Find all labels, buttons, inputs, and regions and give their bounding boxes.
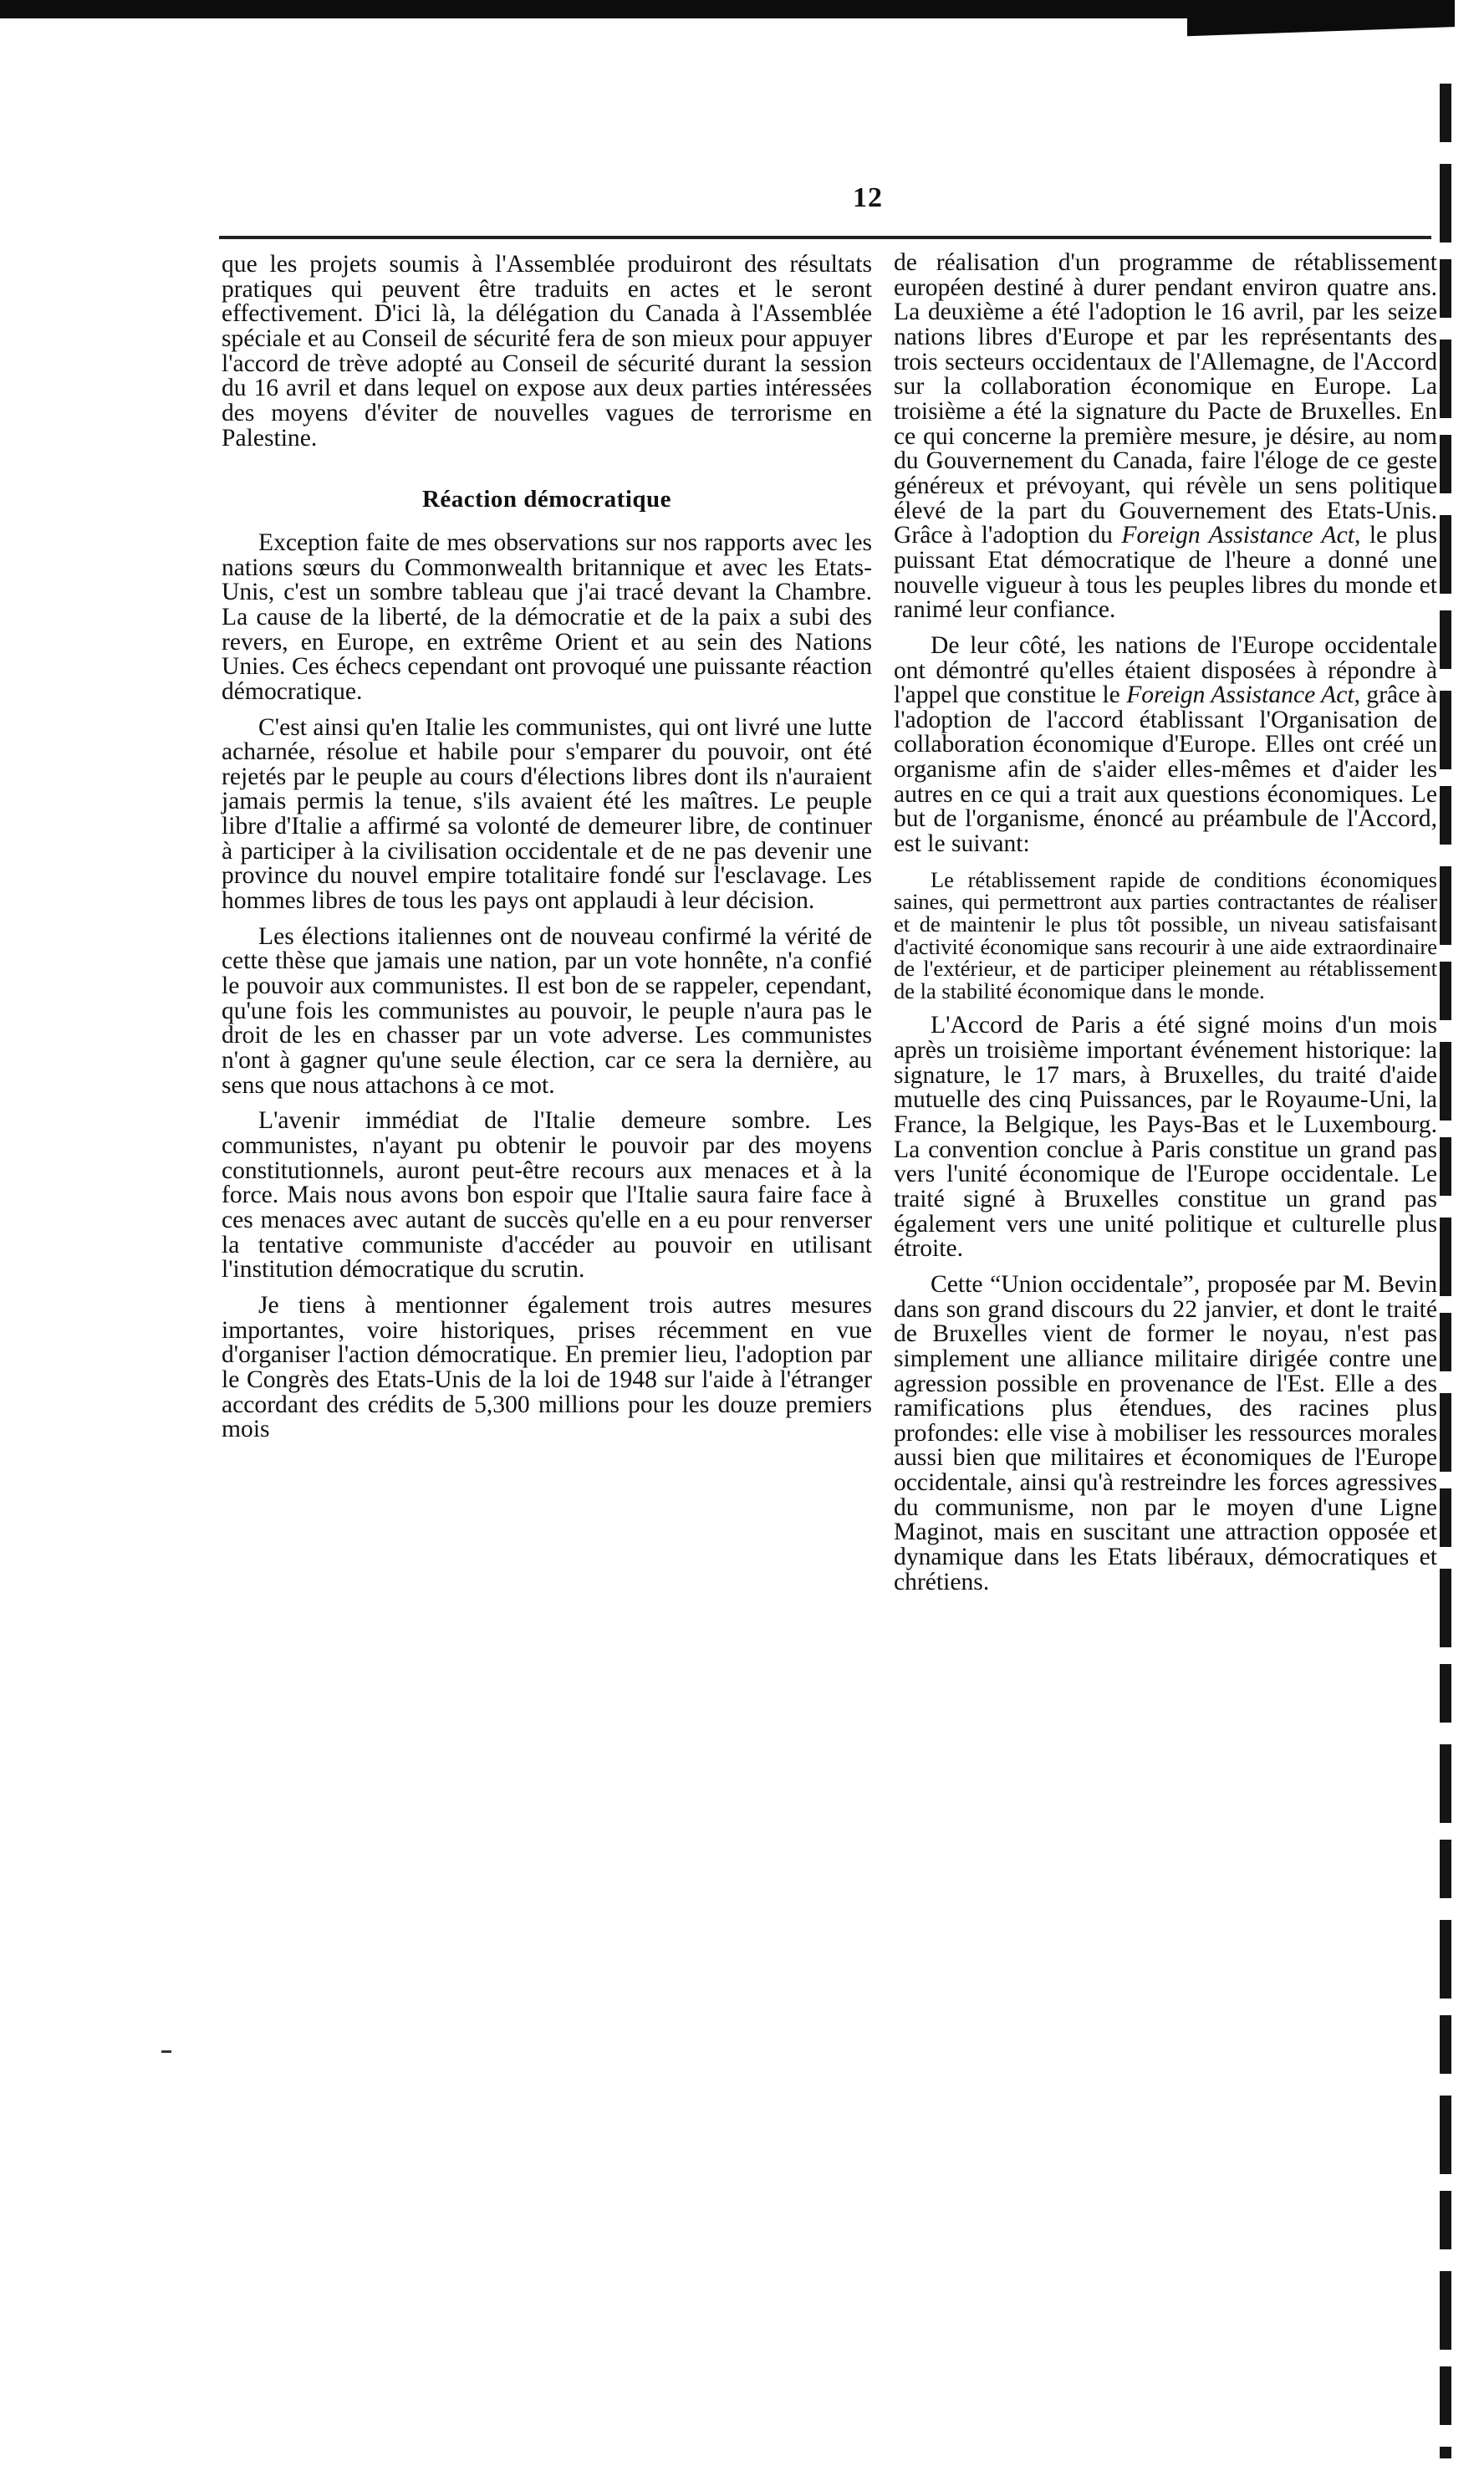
section-heading: Réaction démocratique <box>421 486 672 513</box>
left-column <box>222 253 872 1442</box>
top-border-rule <box>0 0 1455 18</box>
margin-mark <box>161 2050 171 2053</box>
italic-title: Foreign Assistance Act <box>1126 682 1354 709</box>
header-rule <box>219 236 1431 239</box>
right-column <box>894 251 1437 1595</box>
italic-title: Foreign Assistance Act <box>1121 522 1354 549</box>
text-run: , le plus puissant Etat démocratique de l'heure a donné une nouvelle vigueur à tous les peuples libres du monde et ranimé leur confiance. <box>894 522 1437 624</box>
text-run: de réalisation d'un programme de rétablissement européen destiné à durer pendant environ quatre ans. La deuxième a été l'adoption le 16 avril, par les seize nations libres d'Europe et par les représentants des trois secteurs occidentaux de l'Allemagne, de l'Accord sur la collaboration économique en Europe. La troisième a été la signature du Pacte de Bruxelles. En ce qui concerne la première mesure, je désire, au nom du Gouvernement du Canada, faire l'éloge de ce geste généreux et prévoyant, qui révèle un sens politique élevé de la part du Gouvernement des Etats-Unis. Grâce à l'adoption du <box>894 251 1437 549</box>
paragraph <box>894 631 1437 858</box>
text-run: De leur côté, les nations de l'Europe occidentale ont démontré qu'elles étaient disposées à répondre à l'appel que constitue le <box>894 631 1437 709</box>
paragraph: L'avenir immédiat de l'Italie demeure sombre. Les communistes, n'ayant pu obtenir le pouvoir par des moyens constitutionnels, auront peut-être recours aux menaces et à la force. Mais nous avons bon espoir que l'Italie saura faire face à ces menaces avec autant de succès qu'elle en a eu pour renverser la tentative communiste d'accéder au pouvoir en utilisant l'institution démocratique du scrutin. <box>222 1107 872 1284</box>
paragraph: L'Accord de Paris a été signé moins d'un mois après un troisième important événement historique: la signature, le 17 mars, à Bruxelles, du traité d'aide mutuelle des cinq Puissances, par le Royaume-Uni, la France, la Belgique, les Pays-Bas et le Luxembourg. La convention conclue à Paris constitue un grand pas vers l'unité économique de l'Europe occidentale. Le traité signé à Bruxelles constitue un grand pas également vers une unité politique et culturelle plus étroite. <box>894 1012 1437 1263</box>
paragraph <box>894 251 1437 623</box>
paragraph: Cette “Union occidentale”, proposée par M. Bevin dans son grand discours du 22 janvier, et dont le traité de Bruxelles vient de former le noyau, n'est pas simplement une alliance militaire dirigée contre une agression possible en provenance de l'Est. Elle a des ramifications plus étendues, des racines plus profondes: elle vise à mobiliser les ressources morales aussi bien que militaires et économiques de l'Europe occidentale, ainsi qu'à restreindre les forces agressives du communisme, non par le moyen d'une Ligne Maginot, mais en suscitant une attraction opposée et dynamique dans les Etats libéraux, démocratiques et chrétiens. <box>894 1270 1437 1595</box>
paragraph: que les projets soumis à l'Assemblée produiront des résultats pratiques qui peuvent être traduits en actes et le seront effectivement. D'ici là, la délégation du Canada à l'Assemblée spéciale et au Conseil de sécurité fera de son mieux pour appuyer l'accord de trève adopté au Conseil de sécurité durant la session du 16 avril et dans lequel on expose aux deux parties intéressées des moyens d'éviter de nouvelles vagues de terrorisme en Palestine. <box>222 251 872 452</box>
top-border-rule-tail <box>1187 17 1455 50</box>
right-binding-edge <box>1440 84 1451 2458</box>
paragraph: Exception faite de mes observations sur nos rapports avec les nations sœurs du Commonwealth britannique et avec les Etats-Unis, c'est un sombre tableau que j'ai tracé devant la Chambre. La cause de la liberté, de la démocratie et de la paix a subi des revers, en Europe, en extrême Orient et au sein des Nations Unies. Ces échecs cependant ont provoqué une puissante réaction démocratique. <box>222 528 872 705</box>
text-run: , grâce à l'adoption de l'accord établissant l'Organisation de collaboration économique d'Europe. Elles ont créé un organisme afin de s'aider elles-mêmes et d'aider les autres en ce qui a trait aux questions économiques. Le but de l'organisme, énoncé au préambule de l'Accord, est le suivant: <box>894 682 1437 858</box>
paragraph: Les élections italiennes ont de nouveau confirmé la vérité de cette thèse que jamais une nation, par un vote honnête, n'a confié le pouvoir aux communistes. Il est bon de se rappeler, cependant, qu'une fois les communistes au pouvoir, le peuple n'aura pas le droit de les en chasser par un vote adverse. Les communistes n'ont à gagner qu'une seule élection, car ce sera la dernière, au sens que nous attachons à ce mot. <box>222 922 872 1099</box>
page-number: 12 <box>853 182 883 213</box>
paragraph: Je tiens à mentionner également trois autres mesures importantes, voire historiques, prises récemment en vue d'organiser l'action démocratique. En premier lieu, l'adoption par le Congrès des Etats-Unis de la loi de 1948 sur l'aide à l'étranger accordant des crédits de 5,300 millions pour les douze premiers mois <box>222 1291 872 1443</box>
paragraph: C'est ainsi qu'en Italie les communistes, qui ont livré une lutte acharnée, résolue et habile pour s'emparer du pouvoir, ont été rejetés par le peuple au cours d'élections libres dont ils n'auraient jamais permis la tenue, s'ils avaient été les maîtres. Le peuple libre d'Italie a affirmé sa volonté de demeurer libre, de continuer à participer à la civilisation occidentale et de ne pas devenir une province du nouvel empire totalitaire fondé sur l'esclavage. Les hommes libres de tous les pays ont applaudi à leur décision. <box>222 713 872 915</box>
block-quote: Le rétablissement rapide de conditions économiques saines, qui permettront aux parties contractantes de réaliser et de maintenir le plus tôt possible, un niveau satisfaisant d'activité économique sans recourir à une aide extraordinaire de l'extérieur, et de participer pleinement au rétablissement de la stabilité économique dans le monde. <box>894 866 1437 1003</box>
